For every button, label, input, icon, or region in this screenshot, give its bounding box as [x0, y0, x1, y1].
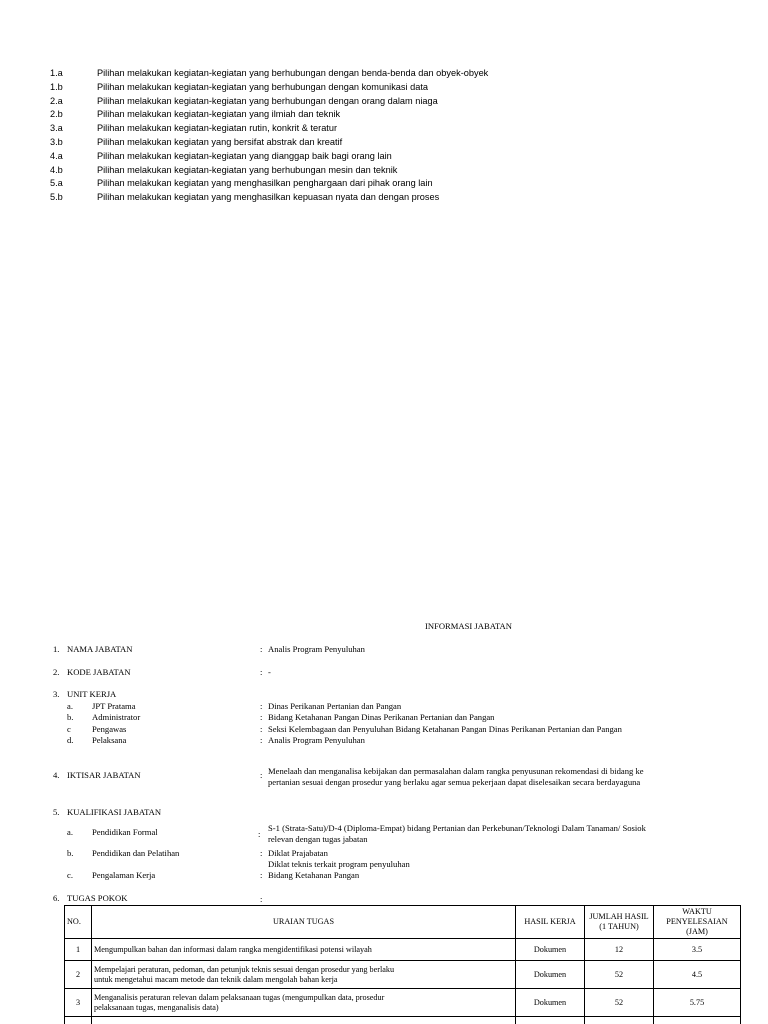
- table-header-row: [65, 906, 741, 939]
- table-row: [65, 989, 741, 1017]
- option-code: 2.b: [50, 109, 63, 120]
- cell-jumlah-hasil: 12: [585, 939, 654, 961]
- pengalaman-kerja-value: Bidang Ketahanan Pangan: [268, 870, 360, 880]
- cell-uraian-tugas: [92, 961, 516, 989]
- option-code: 3.a: [50, 123, 63, 134]
- option-text: Pilihan melakukan kegiatan yang menghasilkan kepuasan nyata dan dengan proses: [97, 192, 440, 203]
- pelatihan-line2: Diklat teknis terkait program penyuluhan: [268, 859, 410, 869]
- option-text: Pilihan melakukan kegiatan-kegiatan yang berhubungan mesin dan teknik: [97, 164, 398, 175]
- option-text: Pilihan melakukan kegiatan-kegiatan yang dianggap baik bagi orang lain: [97, 150, 392, 161]
- uraian-line1: Mengumpulkan bahan dan informasi dalam rangka mengidentifikasi potensi wilayah: [94, 944, 372, 954]
- nama-jabatan-value: Analis Program Penyuluhan: [268, 644, 365, 654]
- section-number: 1.: [53, 644, 60, 654]
- pendidikan-formal-line1: S-1 (Strata-Satu)/D-4 (Diploma-Empat) bidang Pertanian dan Perkebunan/Teknologi Dalam Tanaman/ Sosiok: [268, 823, 646, 833]
- unit-kerja-label: UNIT KERJA: [67, 689, 117, 699]
- table-row: [65, 1017, 741, 1024]
- kualifikasi-letter: c.: [67, 870, 73, 880]
- option-code: 3.b: [50, 136, 63, 147]
- colon: :: [260, 870, 263, 880]
- section-number: 5.: [53, 807, 60, 817]
- option-text: Pilihan melakukan kegiatan yang menghasilkan penghargaan dari pihak orang lain: [97, 178, 433, 189]
- section-number: 3.: [53, 689, 60, 699]
- option-text: Pilihan melakukan kegiatan-kegiatan yang berhubungan dengan komunikasi data: [97, 81, 428, 92]
- empty-cell: [65, 1017, 92, 1024]
- colon: :: [260, 848, 263, 858]
- unit-letter: b.: [67, 712, 74, 722]
- option-code: 5.a: [50, 178, 63, 189]
- uraian-line2: untuk mengetahui macam metode dan teknik dalam mengolah bahan kerja: [94, 974, 338, 984]
- pelatihan-line1: Diklat Prajabatan: [268, 848, 328, 858]
- header-hasil-kerja: HASIL KERJA: [516, 906, 585, 939]
- header-waktu-line2: PENYELESAIAN: [666, 917, 728, 926]
- colon: :: [260, 770, 263, 780]
- colon: :: [260, 712, 263, 722]
- kualifikasi-letter: b.: [67, 848, 74, 858]
- kualifikasi-jabatan-label: KUALIFIKASI JABATAN: [67, 807, 162, 817]
- option-code: 4.a: [50, 150, 63, 161]
- cell-waktu: 4.5: [654, 961, 741, 989]
- unit-letter: c: [67, 724, 71, 734]
- option-code: 2.a: [50, 95, 63, 106]
- iktisar-text-line2: pertanian sesuai dengan prosedur yang berlaku agar semua pekerjaan dapat diselesaikan secara berdayaguna: [268, 777, 641, 787]
- empty-cell: [654, 1017, 741, 1024]
- unit-administrator-label: Administrator: [92, 712, 141, 722]
- document-title: INFORMASI JABATAN: [425, 621, 512, 631]
- cell-waktu: 5.75: [654, 989, 741, 1017]
- tugas-pokok-table: [64, 905, 741, 1024]
- uraian-line1: Menganalisis peraturan relevan dalam pelaksanaan tugas (mengumpulkan data, prosedur: [94, 992, 385, 1002]
- uraian-line1: Mempelajari peraturan, pedoman, dan petunjuk teknis sesuai dengan prosedur yang berlaku: [94, 964, 395, 974]
- cell-uraian-tugas: [92, 939, 516, 961]
- section-number: 6.: [53, 893, 60, 903]
- cell-waktu: 3.5: [654, 939, 741, 961]
- header-waktu-line1: WAKTU: [682, 907, 712, 916]
- option-code: 5.b: [50, 192, 63, 203]
- iktisar-text-line1: Menelaah dan menganalisa kebijakan dan permasalahan dalam rangka penyusunan rekomendasi di bidang ke: [268, 766, 644, 776]
- pendidikan-formal-label: Pendidikan Formal: [92, 827, 158, 837]
- section-number: 4.: [53, 770, 60, 780]
- cell-hasil-kerja: Dokumen: [516, 989, 585, 1017]
- unit-jpt-value: Dinas Perikanan Pertanian dan Pangan: [268, 701, 402, 711]
- kode-jabatan-label: KODE JABATAN: [67, 667, 131, 677]
- cell-hasil-kerja: Dokumen: [516, 961, 585, 989]
- pengalaman-kerja-label: Pengalaman Kerja: [92, 870, 156, 880]
- colon: :: [260, 644, 263, 654]
- unit-pengawas-value: Seksi Kelembagaan dan Penyuluhan Bidang Ketahanan Pangan Dinas Perikanan Pertanian dan Pangan: [268, 724, 622, 734]
- colon: :: [260, 667, 263, 677]
- header-no: NO.: [65, 906, 92, 939]
- option-text: Pilihan melakukan kegiatan-kegiatan yang berhubungan dengan benda-benda dan obyek-obyek: [97, 68, 489, 78]
- tugas-pokok-label: TUGAS POKOK: [67, 893, 128, 903]
- colon: :: [260, 724, 263, 734]
- table-row: [65, 939, 741, 961]
- option-code: 1.b: [50, 81, 63, 92]
- unit-letter: a.: [67, 701, 73, 711]
- option-code: 4.b: [50, 164, 63, 175]
- option-code: 1.a: [50, 68, 63, 78]
- section-number: 2.: [53, 667, 60, 677]
- header-waktu-penyelesaian: [654, 906, 741, 939]
- cell-hasil-kerja: Dokumen: [516, 939, 585, 961]
- nama-jabatan-label: NAMA JABATAN: [67, 644, 133, 654]
- unit-pengawas-label: Pengawas: [92, 724, 127, 734]
- colon: :: [260, 735, 263, 745]
- unit-administrator-value: Bidang Ketahanan Pangan Dinas Perikanan Pertanian dan Pangan: [268, 712, 495, 722]
- colon: :: [260, 894, 263, 904]
- unit-pelaksana-label: Pelaksana: [92, 735, 127, 745]
- colon: :: [260, 701, 263, 711]
- cell-jumlah-hasil: 52: [585, 989, 654, 1017]
- empty-cell: [585, 1017, 654, 1024]
- header-uraian-tugas: URAIAN TUGAS: [92, 906, 516, 939]
- uraian-line2: pelaksanaan tugas, menganalisis data): [94, 1002, 219, 1012]
- kode-jabatan-value: -: [268, 667, 271, 677]
- empty-cell: [92, 1017, 516, 1024]
- unit-letter: d.: [67, 735, 74, 745]
- table-row: [65, 961, 741, 989]
- empty-cell: [516, 1017, 585, 1024]
- unit-pelaksana-value: Analis Program Penyuluhan: [268, 735, 365, 745]
- cell-jumlah-hasil: 52: [585, 961, 654, 989]
- pendidikan-formal-line2: relevan dengan tugas jabatan: [268, 834, 368, 844]
- option-text: Pilihan melakukan kegiatan-kegiatan rutin, konkrit & teratur: [97, 123, 338, 134]
- header-jumlah-hasil: [585, 906, 654, 939]
- option-text: Pilihan melakukan kegiatan yang bersifat abstrak dan kreatif: [97, 136, 343, 147]
- cell-no: 3: [65, 989, 92, 1017]
- option-text: Pilihan melakukan kegiatan-kegiatan yang berhubungan dengan orang dalam niaga: [97, 95, 438, 106]
- header-waktu-line3: (JAM): [686, 927, 708, 936]
- cell-no: 2: [65, 961, 92, 989]
- header-jumlah-line1: JUMLAH HASIL: [589, 912, 649, 921]
- kualifikasi-letter: a.: [67, 827, 73, 837]
- header-jumlah-line2: (1 TAHUN): [599, 922, 639, 931]
- pendidikan-pelatihan-label: Pendidikan dan Pelatihan: [92, 848, 180, 858]
- iktisar-jabatan-label: IKTISAR JABATAN: [67, 770, 141, 780]
- unit-jpt-label: JPT Pratama: [92, 701, 136, 711]
- option-text: Pilihan melakukan kegiatan-kegiatan yang ilmiah dan teknik: [97, 109, 341, 120]
- cell-uraian-tugas: [92, 989, 516, 1017]
- cell-no: 1: [65, 939, 92, 961]
- colon: :: [258, 829, 261, 839]
